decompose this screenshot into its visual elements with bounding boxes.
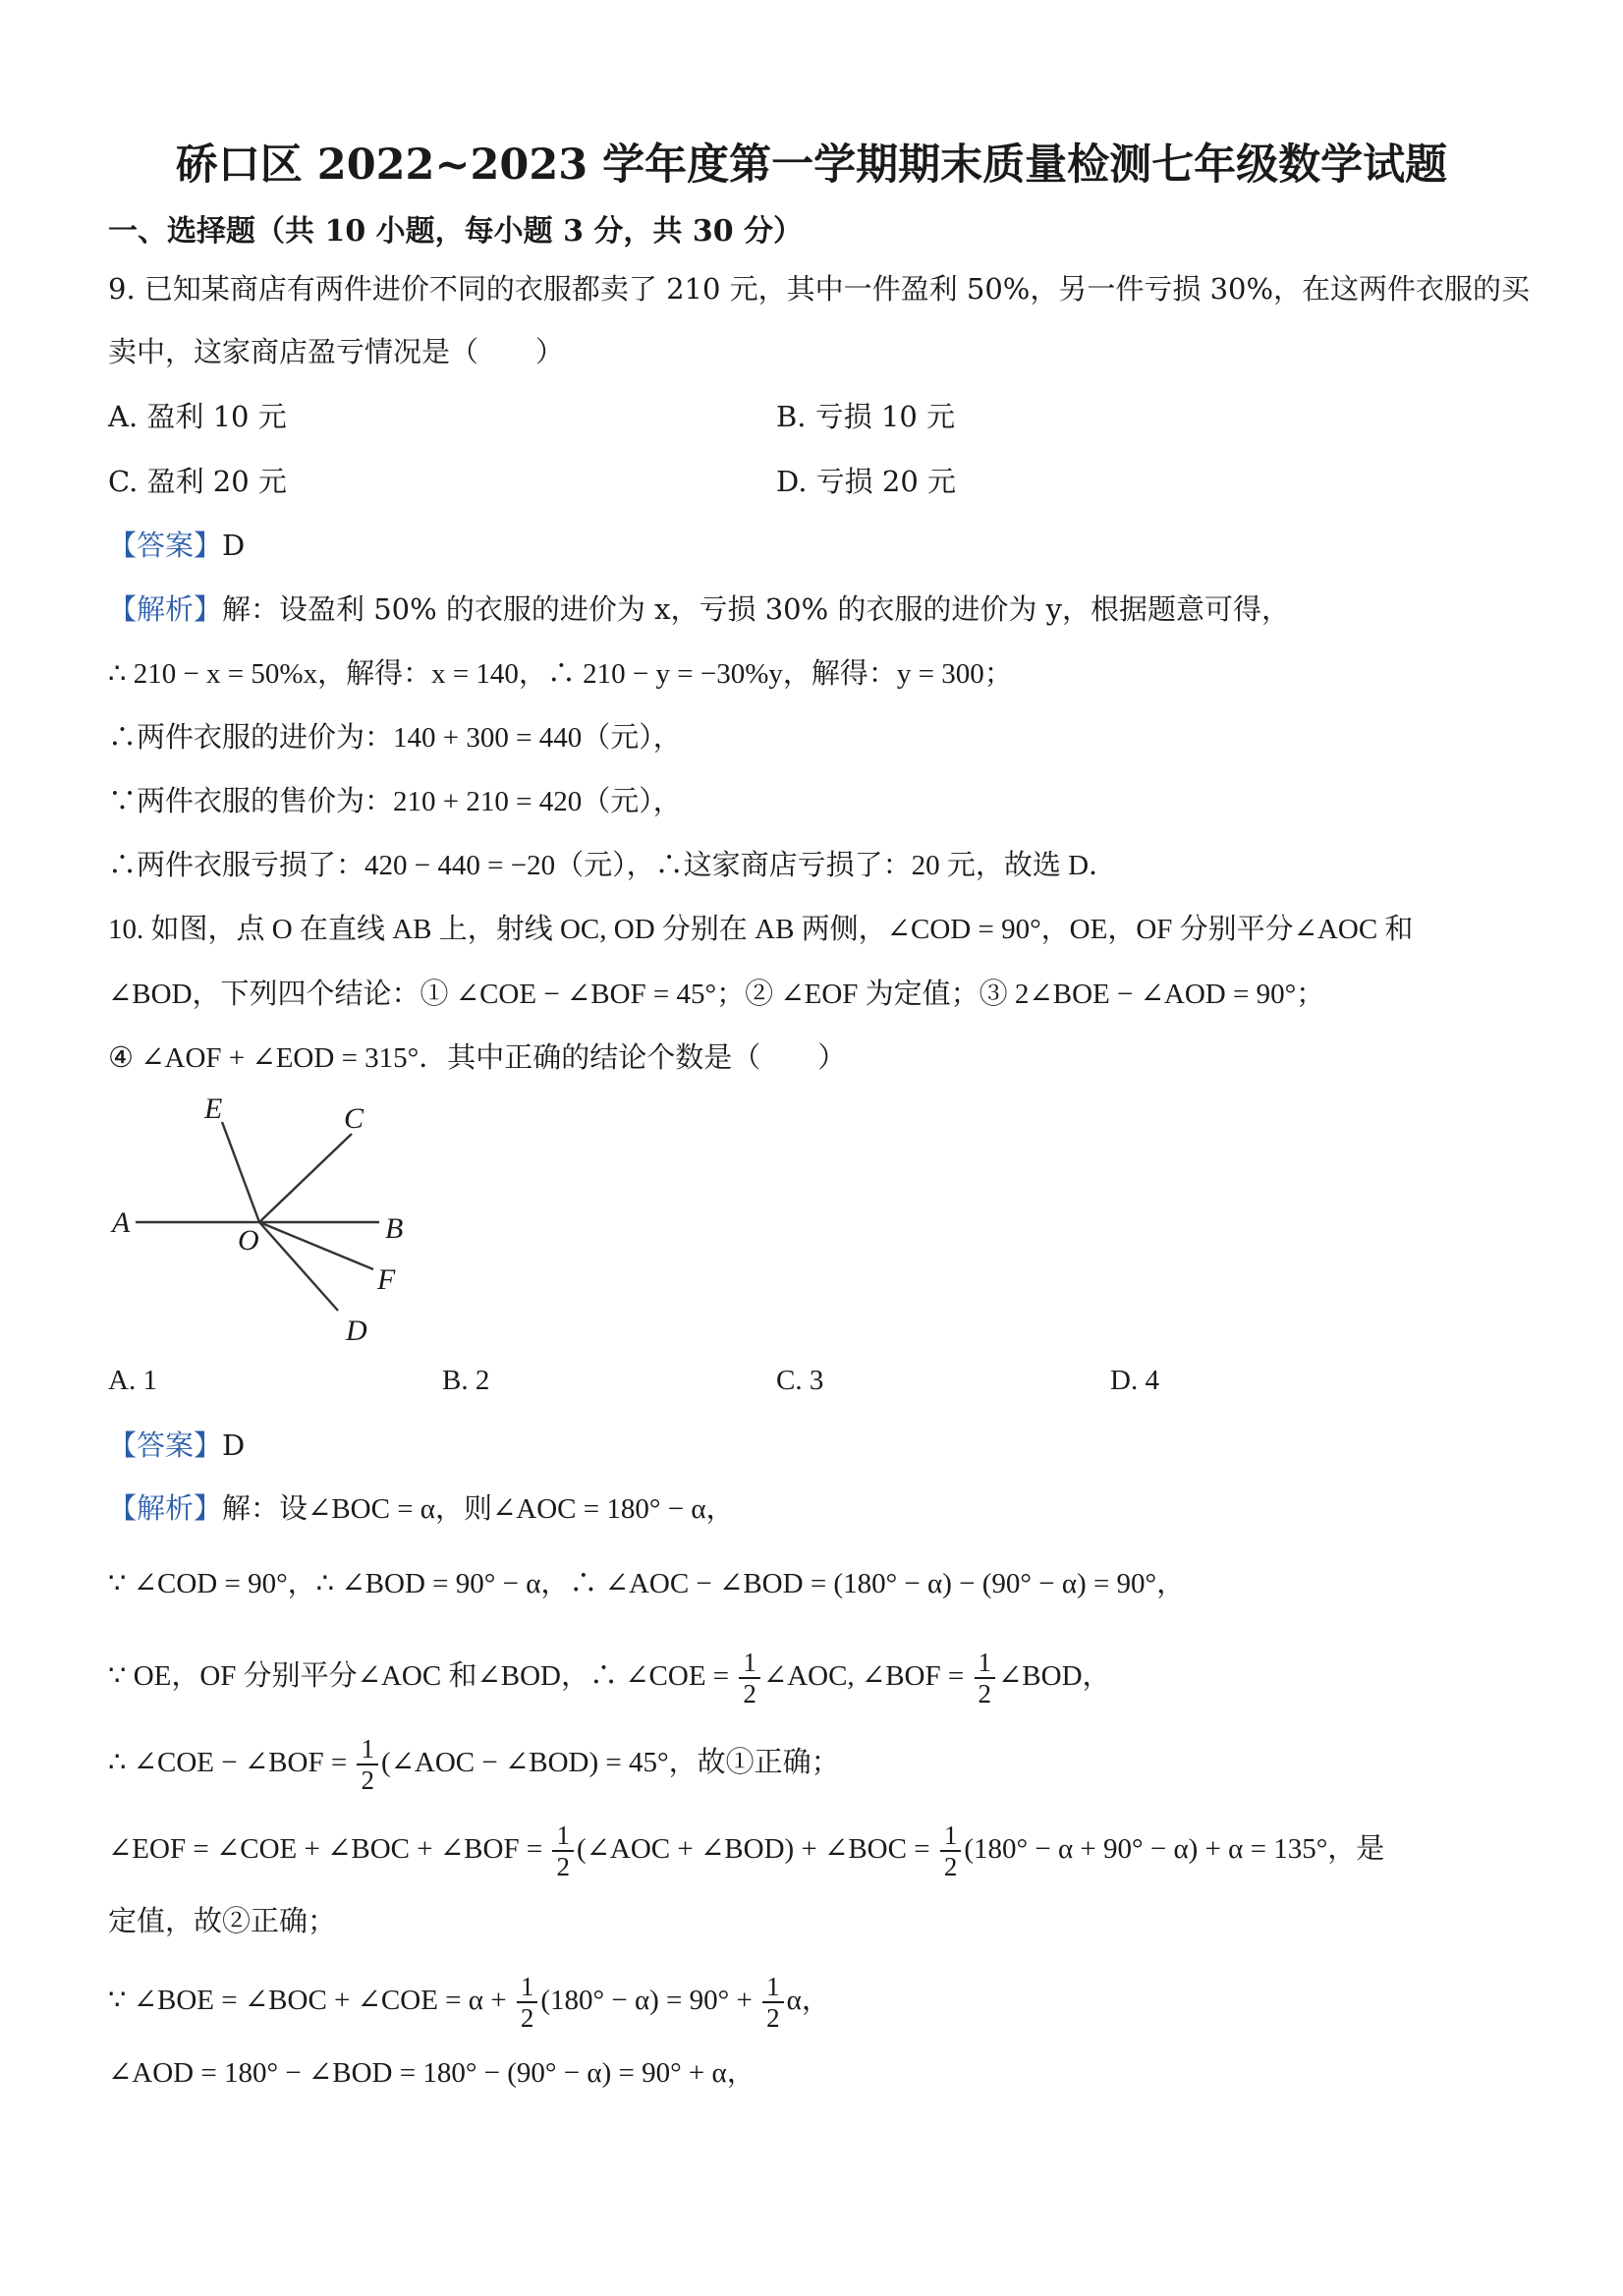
q9-analysis-line2: ∴ 210 − x = 50%x，解得：x = 140，∴ 210 − y = −30%y，解得：y = 300； [108,658,1013,690]
q10-option-a: A. 1 [108,1365,157,1396]
q9-analysis-line3: ∴两件衣服的进价为：140 + 300 = 440（元）， [108,722,682,754]
q10-analysis-line5 [108,1816,1384,1882]
text-part: (180° − α) = 90° + [540,1985,753,2016]
frac-den: 2 [556,1852,570,1882]
answer-value: D [222,1428,246,1462]
text-part: ∠AOC, ∠BOF = [762,1660,965,1692]
q9-option-c: C. 盈利 20 元 [108,465,287,498]
frac-den: 2 [743,1679,756,1709]
answer-value: D [222,529,246,562]
section-heading: 一、选择题（共 10 小题，每小题 3 分，共 30 分） [108,214,804,249]
q10-analysis-line7 [108,1967,830,2034]
analysis-tag: 【解析】 [108,592,223,626]
analysis-tag: 【解析】 [108,1493,223,1525]
text-part: ∵ OE，OF 分别平分∠AOC 和∠BOD，∴ ∠COE = [108,1660,730,1692]
text-part: ∴ ∠COE − ∠BOF = [108,1747,348,1778]
fraction-half [357,1734,378,1795]
answer-tag: 【答案】 [108,529,223,562]
q9-analysis-line4: ∵两件衣服的售价为：210 + 210 = 420（元）， [108,786,682,817]
answer-tag: 【答案】 [108,1428,223,1462]
fraction-half [517,1972,538,2033]
label-d: D [346,1315,367,1347]
q9-analysis-line5: ∴两件衣服亏损了：420 − 440 = −20（元），∴这家商店亏损了：20 元，故选 D． [108,850,1118,881]
fraction-half [762,1972,784,2033]
fraction-half [940,1820,962,1881]
text-part: (∠AOC + ∠BOD) + ∠BOC = [576,1833,930,1865]
angle-figure [106,1092,440,1348]
ray-od [259,1222,338,1311]
page-title: 硚口区 2022~2023 学年度第一学期期末质量检测七年级数学试题 [175,140,1448,190]
q9-option-b: B. 亏损 10 元 [776,400,956,433]
q10-stem-line3: ④ ∠AOF + ∠EOD = 315°．其中正确的结论个数是（ ） [108,1042,847,1074]
q10-stem-line1: 10. 如图，点 O 在直线 AB 上，射线 OC, OD 分别在 AB 两侧，∠COD = 90°，OE，OF 分别平分∠AOC 和 [108,914,1414,945]
frac-num: 1 [517,1972,538,2003]
q9-answer [108,526,245,565]
fraction-half [975,1648,996,1708]
q10-analysis-line2: ∵ ∠COD = 90°，∴ ∠BOD = 90° − α，∴ ∠AOC − ∠BOD = (180° − α) − (90° − α) = 90°， [108,1568,1186,1599]
ray-of [259,1222,373,1269]
text-part: ∠BOD， [998,1660,1111,1692]
frac-den: 2 [766,2003,780,2034]
q10-answer [108,1426,245,1465]
q10-analysis-line8: ∠AOD = 180° − ∠BOD = 180° − (90° − α) = 90° + α， [108,2057,756,2089]
frac-num: 1 [357,1734,378,1765]
q9-analysis-line1 [108,589,1290,629]
text-part: α， [786,1985,830,2016]
q10-option-c: C. 3 [776,1365,824,1396]
fraction-half [552,1820,574,1881]
q10-analysis-line3 [108,1643,1111,1709]
frac-num: 1 [762,1972,784,2003]
label-f: F [377,1263,396,1296]
q10-option-b: B. 2 [442,1365,490,1396]
q9-option-d: D. 亏损 20 元 [776,465,956,498]
label-e: E [204,1092,223,1125]
frac-den: 2 [520,2003,534,2034]
q9-option-a: A. 盈利 10 元 [108,400,287,433]
frac-den: 2 [361,1765,374,1796]
analysis-text: 解：设∠BOC = α，则∠AOC = 180° − α， [222,1493,735,1525]
label-o: O [238,1224,259,1257]
q9-stem-line2: 卖中，这家商店盈亏情况是（ ） [108,335,565,368]
fraction-half [739,1648,760,1708]
frac-num: 1 [739,1648,760,1679]
frac-num: 1 [975,1648,996,1679]
frac-den: 2 [943,1852,958,1882]
text-part: ∠EOF = ∠COE + ∠BOC + ∠BOF = [108,1833,543,1865]
frac-num: 1 [552,1820,574,1852]
q10-analysis-line6: 定值，故②正确； [108,1904,337,1937]
label-b: B [385,1212,404,1245]
analysis-text: 解：设盈利 50% 的衣服的进价为 x，亏损 30% 的衣服的进价为 y，根据题意可得， [222,592,1290,626]
text-part: (180° − α + 90° − α) + α = 135°，是 [964,1833,1385,1865]
q10-analysis-line4 [108,1729,840,1796]
text-part: ∵ ∠BOE = ∠BOC + ∠COE = α + [108,1985,507,2016]
ray-oe [222,1122,259,1222]
label-a: A [112,1206,131,1239]
q10-option-d: D. 4 [1110,1365,1159,1396]
ray-oc [259,1134,352,1222]
frac-den: 2 [978,1679,991,1709]
label-c: C [344,1102,364,1135]
text-part: (∠AOC − ∠BOD) = 45°，故①正确； [380,1747,840,1778]
q10-analysis-line1 [108,1489,735,1529]
q9-stem-line1: 9. 已知某商店有两件进价不同的衣服都卖了 210 元，其中一件盈利 50%，另一件亏损 30%，在这两件衣服的买 [108,272,1531,306]
frac-num: 1 [940,1820,962,1852]
q10-stem-line2: ∠BOD，下列四个结论：① ∠COE − ∠BOF = 45°；② ∠EOF 为定值；③ 2∠BOE − ∠AOD = 90°； [108,979,1325,1010]
